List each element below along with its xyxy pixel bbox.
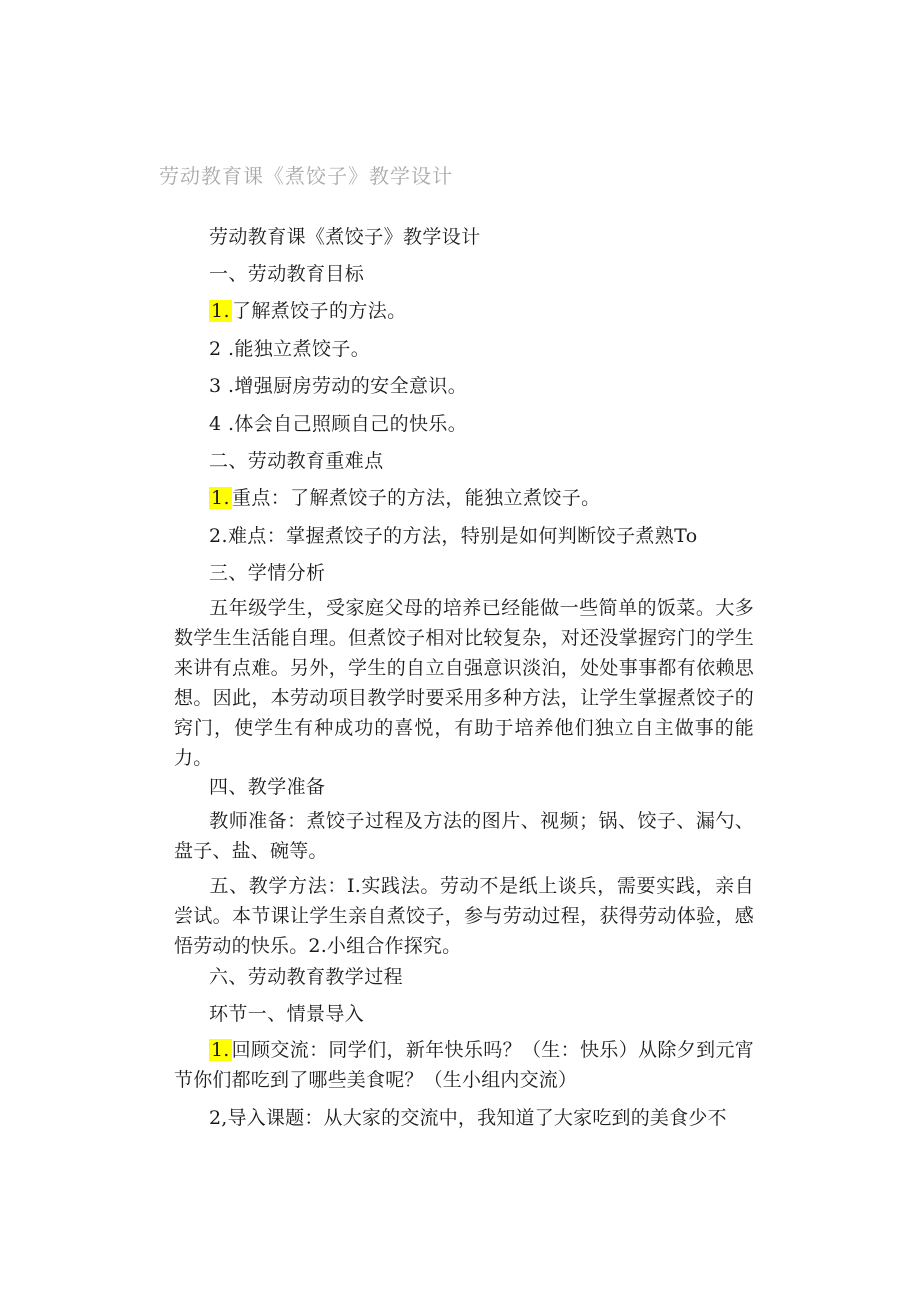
process-item-2 (174, 1103, 754, 1133)
section-4-body (174, 806, 754, 866)
item-text: .体会自己照顾自己的快乐。 (221, 413, 468, 435)
section-3-body (174, 593, 754, 773)
paragraph-text: 2,导入课题：从大家的交流中，我知道了大家吃到的美食少不 (209, 1107, 727, 1129)
section-6-heading: 六、劳动教育教学过程 (209, 966, 404, 988)
document-title: 劳动教育课《煮饺子》教学设计 (209, 226, 481, 248)
keypoint-item-1 (209, 483, 601, 510)
header-title: 劳动教育课《煮饺子》教学设计 (159, 164, 453, 188)
section-4-heading: 四、教学准备 (209, 776, 326, 798)
item-number: 1. (211, 487, 230, 509)
paragraph-text: 教师准备：煮饺子过程及方法的图片、视频；锅、饺子、漏勺、盘子、盐、碗等。 (174, 810, 754, 862)
item-text: .增强厨房劳动的安全意识。 (221, 375, 468, 397)
section-3-heading: 三、学情分析 (209, 562, 326, 584)
paragraph-text: 回顾交流：同学们，新年快乐吗？（生：快乐）从除夕到元宵节你们都吃到了哪些美食呢？（生小组内交流） (174, 1039, 754, 1091)
process-item-1 (174, 1035, 754, 1095)
section-2-heading: 二、劳动教育重难点 (209, 450, 384, 472)
objective-item-1 (209, 296, 407, 323)
item-text: 了解煮饺子的方法。 (231, 300, 407, 322)
section-5-body (174, 871, 754, 961)
paragraph-text: 五年级学生，受家庭父母的培养已经能做一些简单的饭菜。大多数学生生活能自理。但煮饺子相对比较复杂，对还没掌握窍门的学生来讲有点难。另外，学生的自立自强意识淡泊，处处事事都有依赖思想。因此，本劳动项目教学时要采用多种方法，让学生掌握煮饺子的窍门，使学生有种成功的喜悦，有助于培养他们独立自主做事的能力。 (174, 597, 754, 769)
keypoint-item-2 (209, 521, 698, 548)
section-6-subheading: 环节一、情景导入 (209, 1003, 365, 1025)
item-number: 3 (209, 375, 222, 397)
paragraph-text: 五、教学方法：I.实践法。劳动不是纸上谈兵，需要实践，亲自尝试。本节课让学生亲自煮饺子，参与劳动过程，获得劳动体验，感悟劳动的快乐。2.小组合作探究。 (174, 875, 754, 957)
objective-item-3 (209, 371, 467, 398)
item-number: 2 (209, 338, 222, 360)
item-number: 1. (211, 300, 230, 322)
section-1-heading: 一、劳动教育目标 (209, 263, 365, 285)
item-text: 重点：了解煮饺子的方法，能独立煮饺子。 (231, 487, 601, 509)
item-text: .能独立煮饺子。 (221, 338, 371, 360)
item-number: 4 (209, 413, 222, 435)
item-number: 2. (209, 525, 228, 547)
objective-item-4 (209, 409, 467, 436)
item-text: 难点：掌握煮饺子的方法，特别是如何判断饺子煮熟To (227, 525, 698, 547)
item-number: 1. (211, 1039, 230, 1061)
objective-item-2 (209, 334, 370, 361)
